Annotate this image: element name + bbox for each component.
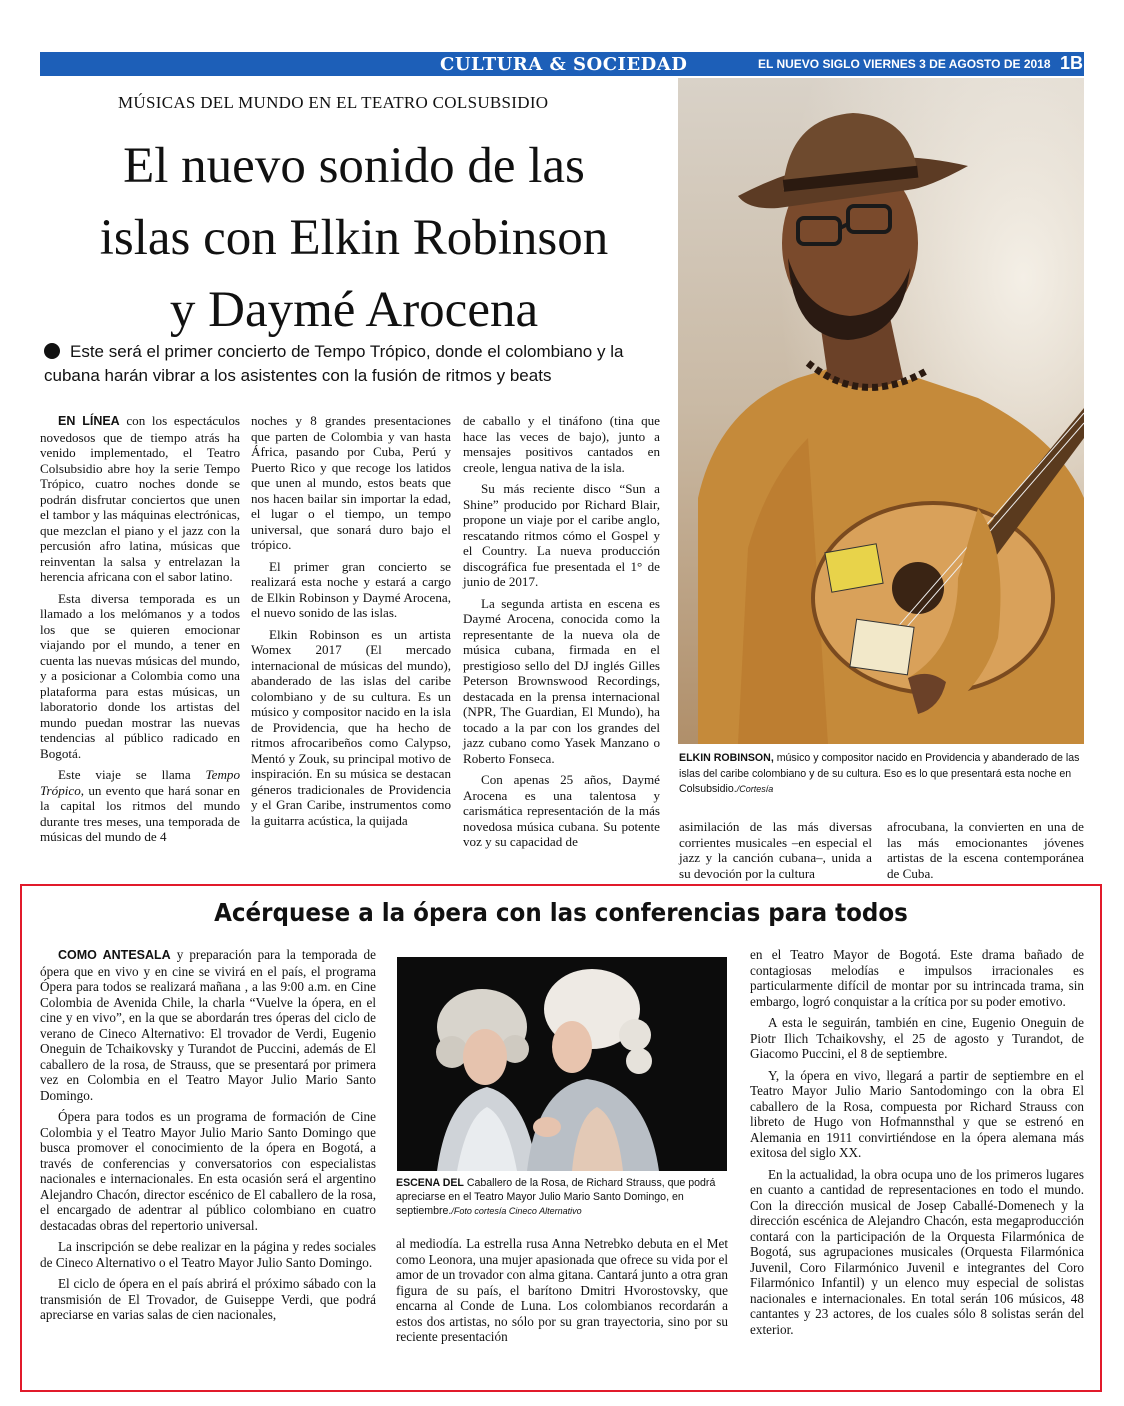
headline-line: y Daymé Arocena <box>169 282 539 338</box>
opera-column-1 <box>40 947 376 1323</box>
lead-text: Este será el primer concierto de Tempo Trópico, donde el colombiano y la cubana harán vibrar a los asistentes con la fusión de ritmos y beats <box>44 342 624 385</box>
bullet-icon <box>44 343 60 359</box>
paragraph: COMO ANTESALA y preparación para la temporada de ópera que en vivo y en cine se vivirá en el país, el programa Ópera para todos se realizará mañana , a las 9:00 a.m. en Cine Colombia de Avenida Chile, la charla “Vuelve la ópera, en el cine y en vivo”, en la que se abordarán tres óperas del ciclo de verano de Cineco Alternativo: El trovador de Verdi, Eugenio Oneguin de Tchaikovsky y Turandot de Puccini, además de El caballero de la rosa, de Strauss, que se presentará por primera vez en Colombia en el Teatro Mayor Julio Mario Santo Domingo. <box>40 947 377 1103</box>
article-column-1 <box>40 413 240 845</box>
page-number: 1B <box>1060 53 1084 73</box>
article-column-4 <box>679 819 872 881</box>
musician-photo <box>678 78 1084 744</box>
paragraph: asimilación de las más diversas corrientes musicales –en especial el jazz y la canción cubana–, unida a su devoción por la cultura <box>679 819 872 881</box>
opera-headline: Acérquese a la ópera con las conferencias para todos <box>214 898 908 927</box>
article-column-5 <box>887 819 1084 881</box>
paragraph: noches y 8 grandes presentaciones que parten de Colombia y van hasta África, pasando por Cuba, Perú y Puerto Rico y que recoge los latidos que unen al mundo, estos beats que nos hacen bailar sin importar la edad, el lugar o el tiempo, un tempo universal, que sonará duro bajo el trópico. <box>251 413 451 552</box>
musician-photo-caption: ELKIN ROBINSON, músico y compositor nacido en Providencia y abanderado de las islas del caribe colombiano y de su cultura. Eso es lo que presentará esta noche en Colsubsidio./Cortesía <box>679 752 1080 795</box>
lead-in: COMO ANTESALA <box>58 948 171 962</box>
paragraph: La inscripción se debe realizar en la página y redes sociales de Cineco Alternativo o el Teatro Mayor Julio Santo Domingo. <box>40 1239 376 1270</box>
paragraph: Su más reciente disco “Sun a Shine” producido por Richard Blair, propone un viaje por el caribe anglo, rescatando ritmos cómo el Gospel y el Country. La nueva producción discográfica fue presentada el 1° de junio de 2017. <box>463 481 660 589</box>
opera-column-2 <box>396 1236 728 1345</box>
article-column-3 <box>463 413 660 850</box>
article-lead <box>44 340 674 388</box>
paragraph: afrocubana, la convierten en una de las más emocionantes jóvenes artistas de la escena contemporánea de Cuba. <box>887 819 1084 881</box>
paragraph: al mediodía. La estrella rusa Anna Netrebko debuta en el Met como Leonora, una mujer apasionada que ofrece su vida por el amor de un trovador con alma gitana. Cantará junto a otra gran figura de su país, el barítono Dmitri Hvorostovsky, que encarna al Conde de Luna. Los colombianos recordarán a estos dos artistas, no sólo por su gran trayectoria, sino por su reciente presentación <box>396 1236 728 1344</box>
paragraph: Elkin Robinson es un artista Womex 2017 (El mercado internacional de músicas del mundo), abanderado de las islas del caribe colombiano y de su cultura. Es un músico y compositor nacido en la isla de Providencia, que ha hecho de ritmos afrocaribeños como Calypso, Mentó y Zouk, su principal motivo de inspiración. En su música se destacan géneros tradicionales de Providencia y el Gran Caribe, instrumentos como la guitarra acústica, la quijada <box>251 626 451 828</box>
paragraph: en el Teatro Mayor de Bogotá. Este drama bañado de contagiosas melodías e impulsos irracionales es particularmente difícil de montar por su intrincada trama, sin embargo, logró conquistar a la crítica por su poder emotivo. <box>750 947 1084 1009</box>
paragraph: EN LÍNEA con los espectáculos novedosos que de tiempo atrás ha venido implementado, el Teatro Colsubsidio abre hoy la serie Tempo Trópico, cuatro noches donde se podrán disfrutar conciertos que unen el tambor y las máquinas electrónicas, que mezclan el piano y el jazz con la percusión afro latina, músicas que reinventan la salsa y entrelazan la herencia africana con el sabor latino. <box>40 413 241 584</box>
paragraph: La segunda artista en escena es Daymé Arocena, conocida como la representante de la nueva ola de música cubana, firmada en el prestigioso sello del DJ inglés Gilles Peterson Brownswood Recordings, destacada en la prensa internacional (NPR, The Guardian, El Mundo), ha tocado a la par con los grandes del jazz cubano como Yasek Manzano o Roberto Fonseca. <box>463 595 660 766</box>
paragraph: El ciclo de ópera en el país abrirá el próximo sábado con la transmisión de El Trovador, de Guiseppe Verdi, que podrá apreciarse en varias salas de cien nacionales, <box>40 1276 376 1322</box>
article-column-2 <box>251 413 451 828</box>
paragraph: de caballo y el tináfono (tina que hace las veces de bajo), junto a mensajes positivos cantados en creole, lengua nativa de la isla. <box>463 413 660 475</box>
paragraph: En la actualidad, la obra ocupa uno de los primeros lugares en cuanto a cantidad de representaciones en todo el mundo. Con la dirección musical de Josep Caballé-Domenech y la dirección escénica de Alejandro Chacón, esta megaproducción contará con la participación de la Orquesta Filarmónica de Bogotá, sus agrupaciones musicales (Orquesta Filarmónica Juvenil, Coro Filarmónico Juvenil e integrantes del Coro Filarmónico Infantil) y un elenco muy especial de solistas nacionales e internacionales. En total serán 106 músicos, 48 cantantes y 23 actores, de los cuales sólo 8 solistas serán del exterior. <box>750 1166 1084 1337</box>
paragraph: A esta le seguirán, también en cine, Eugenio Oneguin de Piotr Ilich Tchaikovshy, el 25 de agosto y Turandot, de Giacomo Puccini, el 8 de septiembre. <box>750 1015 1084 1061</box>
paragraph: Este viaje se llama Tempo Trópico, un evento que hará sonar en la capital los ritmos del mundo durante tres meses, una temporada de músicas del mundo de 4 <box>40 767 240 844</box>
opera-scene-photo <box>397 957 727 1171</box>
section-name: CULTURA & SOCIEDAD <box>440 54 688 75</box>
opera-photo-caption: ESCENA DEL Caballero de la Rosa, de Richard Strauss, que podrá apreciarse en el Teatro Mayor Julio Mario Santo Domingo, en septiembre./Foto cortesía Cineco Alternativo <box>396 1177 716 1217</box>
article-headline <box>40 130 668 346</box>
paragraph: El primer gran concierto se realizará esta noche y estará a cargo de Elkin Robinson y Daymé Arocena, el nuevo sonido de las islas. <box>251 558 451 620</box>
publication-date: EL NUEVO SIGLO VIERNES 3 DE AGOSTO DE 2018 <box>758 57 1051 71</box>
paragraph: Esta diversa temporada es un llamado a los melómanos y a todos los que se quieren emocionar viajando por el mundo, a tener en cuenta las nuevas músicas del mundo, y a posicionar a Colombia como una plataforma para estas músicas, un laboratorio donde los artistas del mundo puedan mostrar las nuevas tendencias al público radicado en Bogotá. <box>40 590 240 761</box>
lead-in: EN LÍNEA <box>58 414 120 428</box>
article-kicker: MÚSICAS DEL MUNDO EN EL TEATRO COLSUBSIDIO <box>118 93 549 112</box>
headline-line: El nuevo sonido de las <box>123 138 585 194</box>
paragraph: Y, la ópera en vivo, llegará a partir de septiembre en el Teatro Mayor Julio Mario Santodomingo con la obra El caballero de la Rosa, compuesta por Richard Strauss con libreto de Hugo von Hofmannsthal y que se estrenó en Alemania en 1911 convirtiéndose en la ópera alemana más exitosa del siglo XX. <box>750 1067 1084 1160</box>
headline-line: islas con Elkin Robinson <box>99 210 609 266</box>
opera-column-3 <box>750 947 1084 1337</box>
paragraph: Con apenas 25 años, Daymé Arocena es una talentosa y carismática representación de la más novedosa música cubana. Su potente voz y su capacidad de <box>463 772 660 849</box>
paragraph: Ópera para todos es un programa de formación de Cine Colombia y el Teatro Mayor Julio Mario Santo Domingo que busca promover el conocimiento de la ópera en Bogotá, a través de conferencias y conversatorios con especialistas nacionales e internacionales. En esta ocasión será el argentino Alejandro Chacón, director escénico de El caballero de la rosa, el encargado de adentrar al público colombiano en cuatro destacadas obras del repertorio universal. <box>40 1109 376 1233</box>
